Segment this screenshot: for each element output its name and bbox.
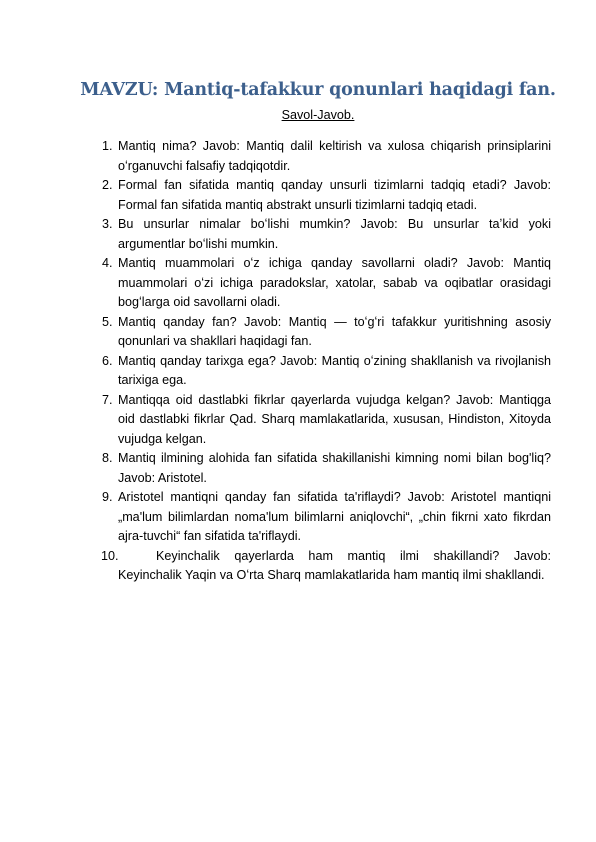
item-number: 6.: [102, 353, 113, 368]
list-item: [102, 137, 551, 176]
item-text: Mantiq muammolari oʻz ichiga qanday savollarni oladi? Javob: Mantiq muammolari oʻzi ichiga paradokslar, xatolar, sabab va oqibatlar orasidagi bogʻlarga oid savollarni oladi.: [118, 256, 551, 309]
item-text: Aristotel mantiqni qanday fan sifatida ta'riflaydi? Javob: Aristotel mantiqni „ma'lum bilimlardan noma'lum bilimlarni aniqlovchi“, „chin fikrni xato fikrdan ajra-tuvchi“ fan sifatida ta'riflaydi.: [118, 490, 551, 543]
item-text: Mantiq ilmining alohida fan sifatida shakillanishi kimning nomi bilan bog'liq? Javob: Aristotel.: [118, 451, 551, 485]
list-item: [102, 176, 551, 215]
item-text: Keyinchalik qayerlarda ham mantiq ilmi shakillandi? Javob: Keyinchalik Yaqin va Oʻrta Sharq mamlakatlarida ham mantiq ilmi shakllandi.: [118, 548, 551, 582]
list-item: [102, 254, 551, 313]
item-text: Mantiq qanday fan? Javob: Mantiq — toʻgʻri tafakkur yuritishning asosiy qonunlari va shakllari haqidagi fan.: [118, 314, 551, 348]
list-item: [102, 215, 551, 254]
item-number: 3.: [102, 217, 113, 231]
item-number: 7.: [102, 392, 113, 407]
item-text: Mantiq qanday tarixga ega? Javob: Mantiq oʻzining shakllanish va rivojlanish tarixiga ega.: [118, 353, 551, 387]
question-answer-list: [101, 137, 551, 586]
list-item: [102, 488, 551, 547]
item-text: Formal fan sifatida mantiq qanday unsurli tizimlarni tadqiq etadi? Javob: Formal fan sifatida mantiq abstrakt unsurli tizimlarni tadqiq etadi.: [118, 178, 551, 212]
item-text: Mantiqqa oid dastlabki fikrlar qayerlarda vujudga kelgan? Javob: Mantiqga oid dastlabki fikrlar Qad. Sharq mamlakatlarida, xususan, Hindiston, Xitoyda vujudga kelgan.: [118, 392, 551, 446]
item-number: 9.: [102, 490, 113, 504]
list-item: [102, 449, 551, 488]
item-number: 4.: [102, 256, 113, 270]
item-number: 2.: [102, 178, 113, 192]
item-text: Mantiq nima? Javob: Mantiq dalil keltirish va xulosa chiqarish prinsiplarini oʻrganuvchi falsafiy tadqiqotdir.: [118, 139, 551, 173]
list-item: [102, 391, 551, 450]
item-number: 1.: [102, 139, 113, 153]
list-item: [101, 547, 551, 586]
item-number: 8.: [102, 451, 113, 465]
list-item: [102, 313, 551, 352]
list-item: [102, 352, 551, 391]
page-title: MAVZU: Mantiq-tafakkur qonunlari haqidagi fan.: [80, 80, 556, 100]
page-subtitle: Savol-Javob.: [281, 108, 355, 122]
item-number: 10.: [101, 548, 119, 563]
item-number: 5.: [102, 314, 113, 329]
item-text: Bu unsurlar nimalar boʻlishi mumkin? Javob: Bu unsurlar taʼkid yoki argumentlar boʻlishi mumkin.: [118, 217, 551, 251]
